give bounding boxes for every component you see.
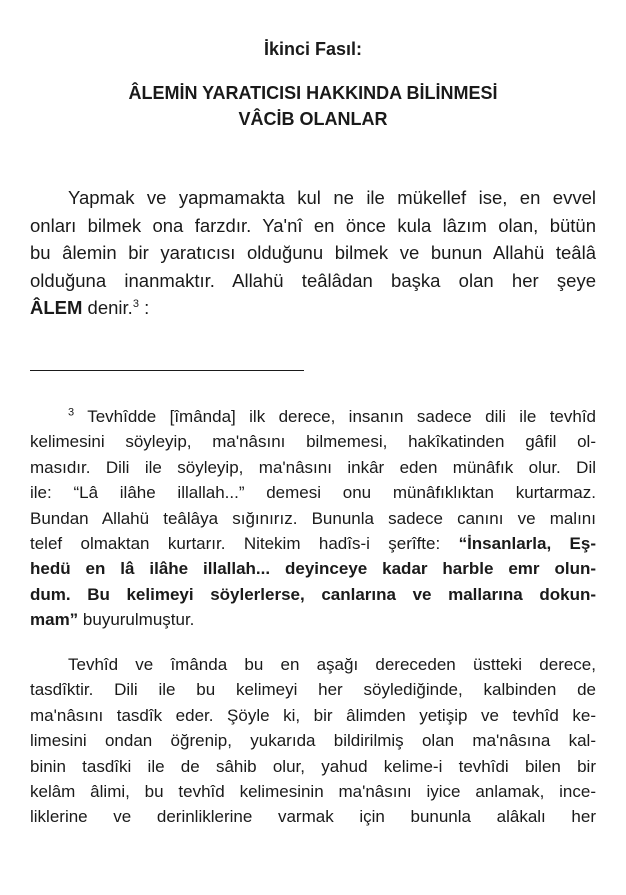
hadith-quote-start: “İnsanlarla, Eş- <box>458 534 596 554</box>
main-line-2: onları bilmek ona farzdır. Ya'nî en önce kula lâzım olan, bütün <box>30 214 596 236</box>
footnote-p2-line-4: limesini ondan öğrenip, yukarıda bildirilmiş olan ma'nâsına kal- <box>30 731 596 751</box>
footnote-line-9-text: buyurulmuştur. <box>78 610 195 630</box>
main-line-3: bu âlemin bir yaratıcısı olduğunu bilmek ve bunun Allahü teâlâ <box>30 242 596 264</box>
footnote-line-8 <box>30 582 596 607</box>
footnote-p2-line-5: binin tasdîki ile de sâhib olur, yahud kelime-i tevhîdi bilen bir <box>30 756 596 776</box>
hadith-quote-end: mam” <box>30 610 79 630</box>
footnote-p2-line-7: liklerine ve derinliklerine varmak için bununla alâkalı her <box>30 807 596 827</box>
hadith-quote-line-3: dum. Bu kelimeyi söylerlerse, canlarına ve mallarına dokun- <box>30 584 596 604</box>
footnote-paragraph-2 <box>30 652 596 830</box>
footnote-line-3: masıdır. Dili ile söyleyip, ma'nâsını inkâr eden münâfık olur. Dil <box>30 457 596 477</box>
footnote-marker: 3 <box>68 406 75 419</box>
footnote-p2-line-6: kelâm âlimi, bu tevhîd kelimesinin ma'nâsını iyice anlamak, ince- <box>30 782 596 802</box>
main-paragraph <box>30 184 596 322</box>
main-line-4: olduğuna inanmaktır. Allahü teâlâdan başka olan her şeye <box>30 269 596 291</box>
footnote-paragraph-1 <box>30 404 596 633</box>
footnote-line-4: ile: “Lâ ilâhe illallah...” demesi onu münâfıklıktan kurtarmaz. <box>30 483 596 503</box>
footnote-p2-line-2: tasdîktir. Dili ile bu kelimeyi her söylediğinde, kalbinden de <box>30 680 596 700</box>
main-line-5-text: denir. <box>82 297 133 319</box>
section-title-line-2: VÂCİB OLANLAR <box>238 109 388 129</box>
section-title-line-1: ÂLEMİN YARATICISI HAKKINDA BİLİNMESİ <box>128 83 498 103</box>
main-line-1: Yapmak ve yapmamakta kul ne ile mükellef ise, en evvel <box>68 187 596 208</box>
alem-term: ÂLEM <box>30 297 83 319</box>
footnote-line-1 <box>30 404 596 429</box>
footnote-line-7 <box>30 556 596 581</box>
footnote-divider <box>30 370 304 371</box>
footnote-reference[interactable]: 3 <box>132 298 139 311</box>
main-line-5 <box>30 294 596 322</box>
footnote-line-1-text: Tevhîdde [îmânda] ilk derece, insanın sadece dili ile tevhîd <box>74 407 596 426</box>
footnote-p2-line-3: ma'nâsını tasdîk eder. Şöyle ki, bir âlimden yetişip ve tevhîd ke- <box>30 705 596 725</box>
footnote-line-9 <box>30 607 596 632</box>
main-line-5-end: : <box>138 297 150 319</box>
footnote-p2-line-1: Tevhîd ve îmânda bu en aşağı dereceden üstteki derece, <box>68 655 596 674</box>
footnote-line-6 <box>30 531 596 556</box>
section-title <box>30 80 596 132</box>
footnote-line-6-text: telef olmaktan kurtarır. Nitekim hadîs-i şerîfte: <box>30 534 459 554</box>
chapter-label: İkinci Fasıl: <box>263 39 363 59</box>
footnote-line-5: Bundan Allahü teâlâya sığınırız. Bununla sadece canını ve malını <box>30 508 596 528</box>
footnote-line-2: kelimesini söyleyip, ma'nâsını bilmemesi, hakîkatinden gâfil ol- <box>30 432 596 452</box>
hadith-quote-line-2: hedü en lâ ilâhe illallah... deyinceye kadar harble emr olun- <box>30 559 596 579</box>
